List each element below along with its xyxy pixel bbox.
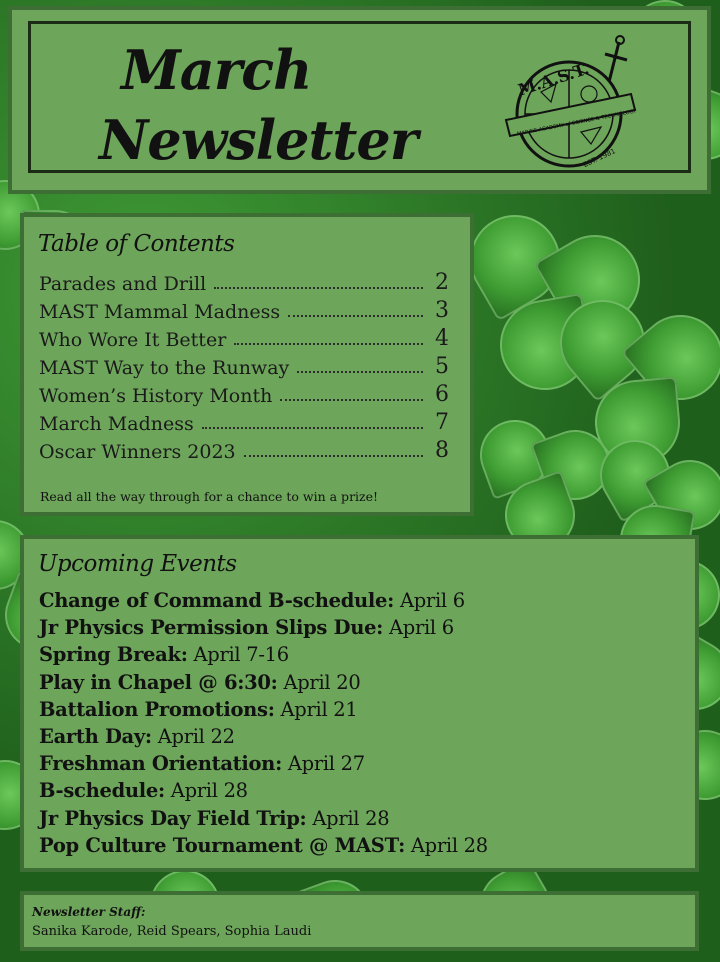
toc-prize-note: Read all the way through for a chance to win a prize! xyxy=(40,489,379,504)
event-date: April 28 xyxy=(405,833,488,857)
table-of-contents xyxy=(20,213,474,516)
newsletter-staff xyxy=(20,891,699,951)
event-item xyxy=(39,589,465,612)
event-item xyxy=(39,752,365,775)
event-name: Play in Chapel @ 6:30: xyxy=(39,670,278,694)
toc-leader-dots xyxy=(280,399,423,401)
title-line-2: Newsletter xyxy=(99,108,418,172)
mast-logo-icon xyxy=(501,32,651,182)
event-item xyxy=(39,643,289,666)
event-item xyxy=(39,671,360,694)
toc-item xyxy=(39,379,449,407)
event-name: Pop Culture Tournament @ MAST: xyxy=(39,833,405,857)
toc-leader-dots xyxy=(244,455,423,457)
toc-item-page: 4 xyxy=(435,326,449,351)
staff-names: Sanika Karode, Reid Spears, Sophia Laudi xyxy=(32,924,312,939)
event-date: April 6 xyxy=(394,589,465,612)
event-item xyxy=(39,807,389,830)
toc-leader-dots xyxy=(234,343,423,345)
toc-item xyxy=(39,351,449,379)
event-item xyxy=(39,616,454,639)
toc-item xyxy=(39,323,449,351)
toc-item-label: MAST Mammal Madness xyxy=(39,301,281,323)
logo-name-text: M.A.S.T. xyxy=(515,58,592,100)
toc-item-label: Oscar Winners 2023 xyxy=(39,441,236,463)
event-name: Jr Physics Day Field Trip: xyxy=(39,806,307,830)
event-name: Spring Break: xyxy=(39,643,188,667)
event-name: B-schedule: xyxy=(39,779,165,803)
toc-item-page: 6 xyxy=(435,382,449,407)
event-date: April 27 xyxy=(281,752,365,776)
toc-leader-dots xyxy=(214,287,423,289)
event-name: Freshman Orientation: xyxy=(39,752,282,776)
toc-item-page: 8 xyxy=(435,438,449,463)
event-name: Jr Physics Permission Slips Due: xyxy=(39,616,384,640)
toc-leader-dots xyxy=(288,315,423,317)
event-date: April 6 xyxy=(383,616,454,640)
event-item xyxy=(39,698,358,721)
toc-item-label: MAST Way to the Runway xyxy=(39,357,290,379)
toc-item-page: 3 xyxy=(435,298,449,323)
event-item xyxy=(39,834,488,857)
toc-heading: Table of Contents xyxy=(38,231,235,257)
events-heading: Upcoming Events xyxy=(38,551,237,577)
toc-item-label: Women’s History Month xyxy=(39,385,273,407)
event-name: Battalion Promotions: xyxy=(39,697,275,721)
event-name: Earth Day: xyxy=(39,725,152,748)
toc-item-page: 2 xyxy=(435,270,449,295)
toc-item xyxy=(39,435,449,463)
toc-item-label: March Madness xyxy=(39,413,194,435)
logo-est-text: EST. 1981 xyxy=(582,147,617,170)
toc-item xyxy=(39,295,449,323)
toc-leader-dots xyxy=(297,371,423,373)
toc-leader-dots xyxy=(202,427,423,429)
logo-banner-text: MARINE ACADEMY of SCIENCE & TECHNOLOGY xyxy=(516,108,638,138)
staff-heading: Newsletter Staff: xyxy=(32,905,146,919)
header-frame xyxy=(28,21,691,173)
event-date: April 28 xyxy=(164,779,248,803)
event-item xyxy=(39,779,248,802)
event-date: April 21 xyxy=(274,697,358,721)
newsletter-header xyxy=(8,6,711,194)
event-date: April 28 xyxy=(306,806,390,830)
title-line-1: March xyxy=(121,38,312,102)
event-item xyxy=(39,725,235,748)
toc-item xyxy=(39,407,449,435)
upcoming-events xyxy=(20,535,699,872)
event-date: April 20 xyxy=(277,670,361,694)
toc-item-label: Parades and Drill xyxy=(39,273,207,295)
toc-item xyxy=(39,267,449,295)
toc-item-label: Who Wore It Better xyxy=(39,329,227,351)
toc-item-page: 5 xyxy=(435,354,449,379)
event-date: April 7-16 xyxy=(187,643,289,667)
event-name: Change of Command B-schedule: xyxy=(39,589,395,612)
toc-item-page: 7 xyxy=(435,410,449,435)
event-date: April 22 xyxy=(151,725,235,748)
